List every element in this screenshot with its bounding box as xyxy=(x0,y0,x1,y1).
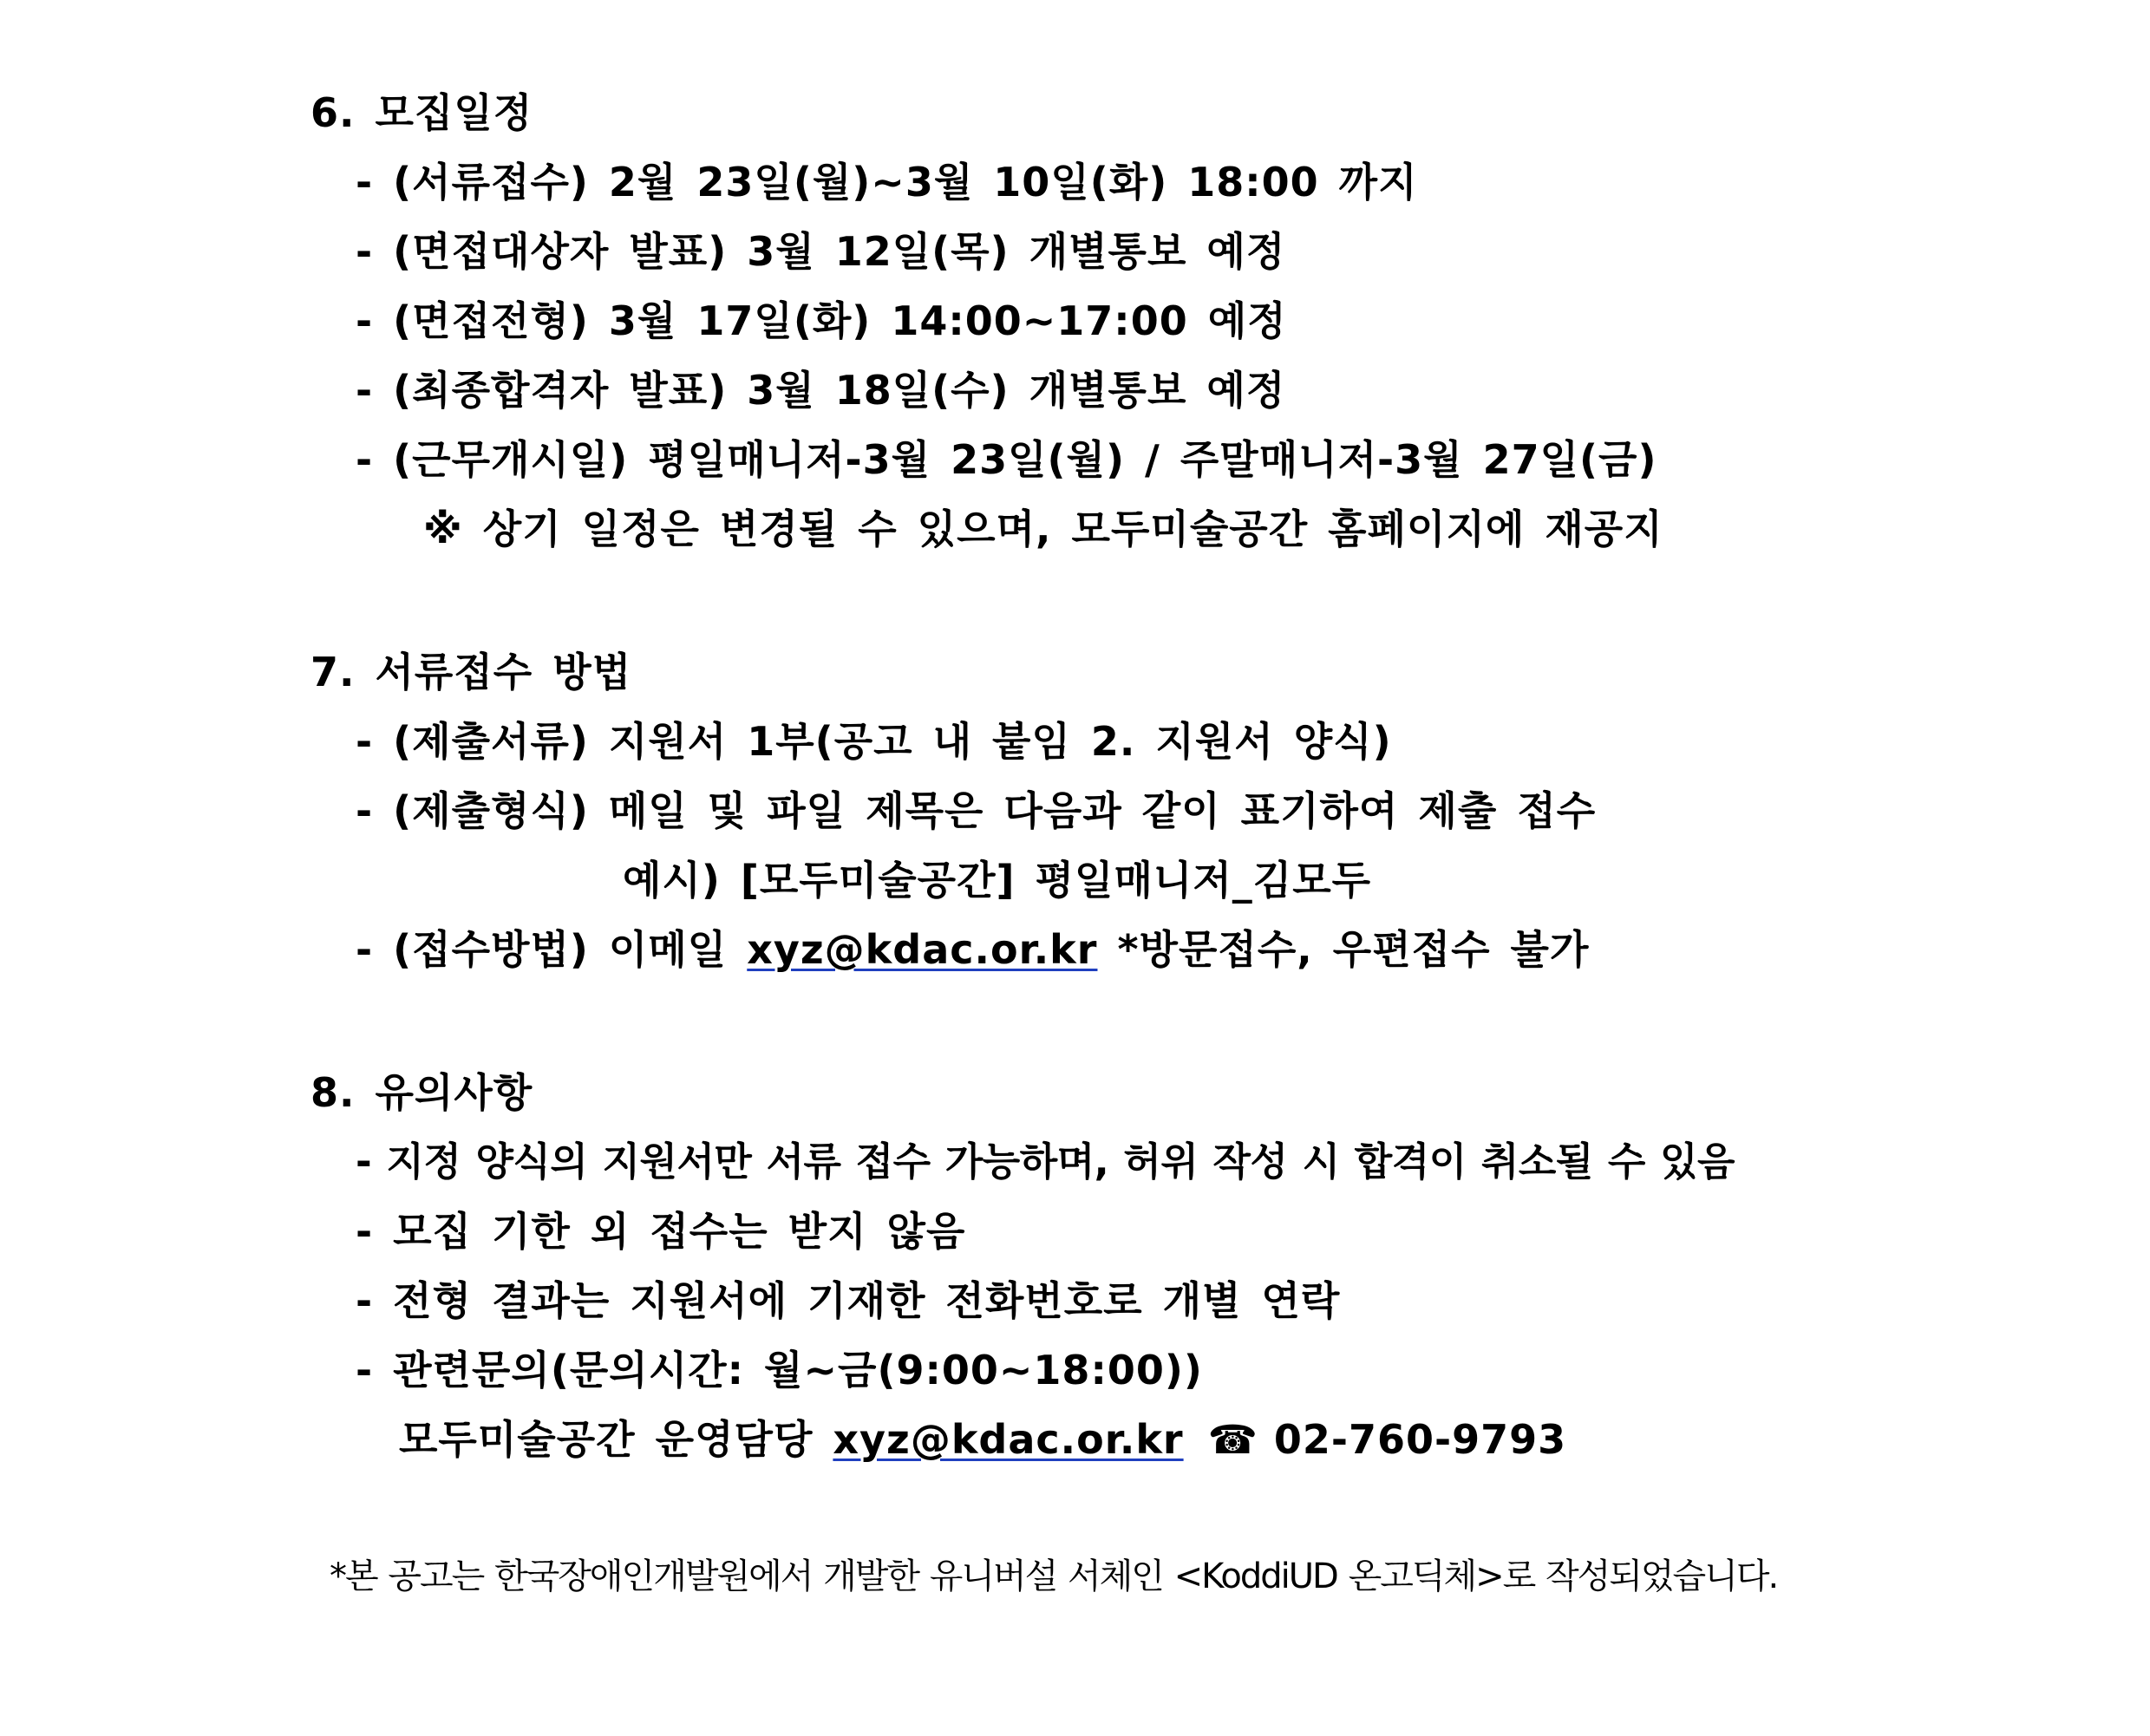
section-8-heading: 8. 유의사항 xyxy=(310,1069,533,1116)
inquiry-phone-number: 02-760-9793 xyxy=(1273,1416,1567,1463)
caution-item-result-contact: - 전형 결과는 지원서에 기재한 전화번호로 개별 연락 xyxy=(356,1277,1341,1324)
submission-documents: - (제출서류) 지원서 1부(공고 내 붙임 2. 지원서 양식) xyxy=(356,718,1392,765)
phone-icon: ☎ xyxy=(1207,1416,1258,1463)
schedule-item-interview: - (면접전형) 3월 17일(화) 14:00~17:00 예정 xyxy=(356,297,1287,344)
schedule-note: ※ 상기 일정은 변경될 수 있으며, 모두미술공간 홈페이지에 재공지 xyxy=(423,506,1663,552)
section-6-heading: 6. 모집일정 xyxy=(310,89,533,136)
submission-method-note: *방문접수, 우편접수 불가 xyxy=(1097,926,1590,973)
inquiry-email-link[interactable]: xyz@kdac.or.kr xyxy=(833,1416,1184,1463)
schedule-item-document-submission: - (서류접수) 2월 23일(월)~3월 10일(화) 18:00 까지 xyxy=(356,159,1418,206)
caution-item-form: - 지정 양식의 지원서만 서류 접수 가능하며, 허위 작성 시 합격이 취소될 수 있음 xyxy=(356,1139,1735,1185)
inquiry-contact-label: 모두미술공간 운영담당 xyxy=(399,1416,833,1463)
schedule-item-interview-announcement: - (면접대상자 발표) 3월 12일(목) 개별통보 예정 xyxy=(356,228,1286,275)
submission-format-example: 예시) [모두미술공간] 평일매니저_김모두 xyxy=(623,857,1372,904)
schedule-item-final-announcement: - (최종합격자 발표) 3월 18일(수) 개별통보 예정 xyxy=(356,367,1286,414)
submission-method-label: - (접수방법) 이메일 xyxy=(356,926,748,973)
caution-item-inquiry: - 관련문의(문의시간: 월~금(9:00~18:00)) xyxy=(356,1347,1203,1393)
schedule-item-start-date: - (근무개시일) 평일매니저-3월 23일(월) / 주말매니저-3월 27일(금) xyxy=(356,436,1657,483)
submission-format: - (제출형식) 메일 및 파일 제목은 다음과 같이 표기하여 제출 접수 xyxy=(356,787,1597,834)
submission-method xyxy=(356,923,1589,976)
submission-email-link[interactable]: xyz@kdac.or.kr xyxy=(747,926,1098,973)
inquiry-contact xyxy=(399,1413,1566,1465)
section-7-heading: 7. 서류접수 방법 xyxy=(310,649,632,695)
caution-item-deadline: - 모집 기한 외 접수는 받지 않음 xyxy=(356,1208,966,1255)
font-credit-note: *본 공고는 한국장애인개발원에서 개발한 유니버설 서체인 <KoddiUD 온고딕체>로 작성되었습니다. xyxy=(330,1557,1778,1596)
